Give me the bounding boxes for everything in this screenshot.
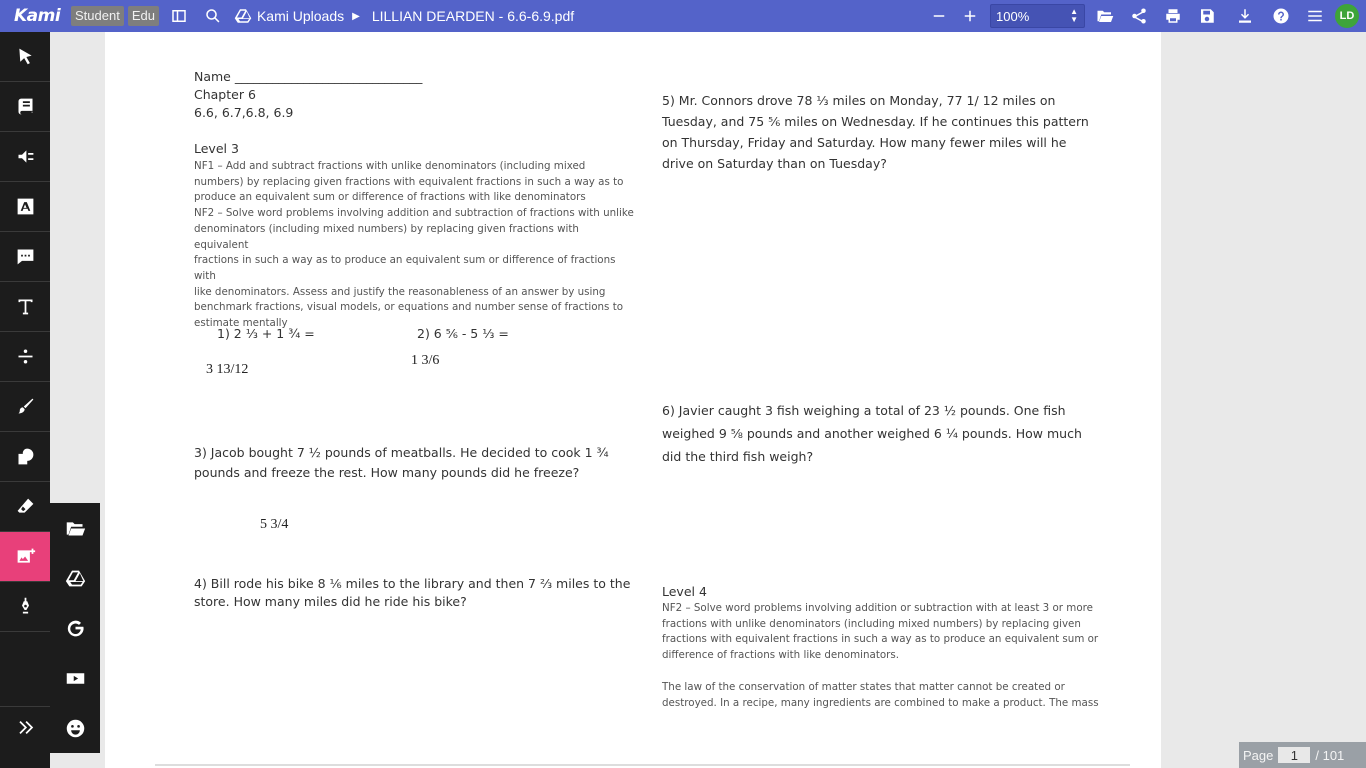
question-3 — [194, 443, 609, 483]
eraser-tool-button[interactable] — [0, 482, 50, 532]
question-1: 1) 2 ⅓ + 1 ¾ = — [217, 326, 315, 341]
expand-sidebar-button[interactable] — [0, 706, 50, 748]
page-total: / 101 — [1315, 747, 1345, 763]
chapter-title: Chapter 6 — [194, 87, 256, 102]
file-name[interactable]: LILLIAN DEARDEN - 6.6-6.9.pdf — [371, 8, 575, 24]
print-icon[interactable] — [1159, 0, 1187, 32]
cursor-icon — [15, 46, 36, 67]
text-tool-button[interactable] — [0, 282, 50, 332]
insert-from-file-button[interactable] — [50, 503, 100, 553]
save-icon[interactable] — [1193, 0, 1221, 32]
standards-line: estimate mentally — [194, 317, 288, 330]
eraser-icon — [15, 496, 36, 517]
zoom-select[interactable] — [990, 4, 1085, 28]
standards-line: like denominators. Assess and justify the reasonableness of an answer by using — [194, 285, 606, 298]
breadcrumb-folder[interactable]: Kami Uploads — [256, 8, 345, 24]
insert-emoji-button[interactable] — [50, 703, 100, 753]
header-block — [194, 68, 422, 122]
standards-block — [194, 159, 634, 332]
open-folder-icon[interactable] — [1091, 0, 1119, 32]
standards-line: produce an equivalent sum or difference of fractions with like denominators — [194, 191, 586, 204]
question-line: drive on Saturday than on Tuesday? — [662, 156, 887, 171]
download-icon[interactable] — [1231, 0, 1259, 32]
smiley-icon — [65, 718, 86, 739]
dictionary-tool-button[interactable] — [0, 82, 50, 132]
select-tool-button[interactable] — [0, 32, 50, 82]
question-line: 5) Mr. Connors drove 78 ⅓ miles on Monday, 77 1/ 12 miles on — [662, 93, 1056, 108]
question-4 — [194, 575, 630, 611]
sidebar-toggle-icon[interactable] — [165, 0, 193, 32]
shapes-tool-button[interactable] — [0, 432, 50, 482]
standards-line: fractions in such a way as to produce an equivalent sum or difference of fractions with — [194, 254, 616, 282]
standards-line: difference of fractions with like denominators. — [662, 649, 900, 662]
standards-line: denominators (including mixed numbers) by replacing given fractions with equivalent — [194, 222, 579, 251]
double-chevron-right-icon — [15, 717, 36, 738]
conservation-paragraph — [662, 680, 1102, 711]
question-line: 6) Javier caught 3 fish weighing a total of 23 ½ pounds. One fish — [662, 403, 1066, 418]
google-drive-icon — [229, 0, 257, 32]
pdf-page[interactable] — [105, 32, 1161, 768]
level4-heading: Level 4 — [662, 584, 707, 599]
tool-sidebar — [0, 32, 50, 768]
question-line: Tuesday, and 75 ⅚ miles on Wednesday. If he continues this pattern — [662, 114, 1089, 129]
question-line: weighed 9 ⅝ pounds and another weighed 6 ¼ pounds. How much — [662, 426, 1082, 441]
shapes-icon — [15, 446, 36, 467]
standards-line: numbers) by replacing given fractions with equivalent fractions in such a way as to — [194, 175, 624, 188]
question-line: 4) Bill rode his bike 8 ⅙ miles to the library and then 7 ⅔ miles to the — [194, 576, 631, 591]
drawing-tool-button[interactable] — [0, 382, 50, 432]
standards-line: NF2 – Solve word problems involving addition or subtraction with at least 3 or more — [662, 602, 1093, 614]
divide-icon — [15, 346, 36, 367]
text-icon — [15, 296, 36, 317]
folder-open-icon — [65, 518, 86, 539]
pen-nib-icon — [15, 596, 36, 617]
page-number-input[interactable]: 1 — [1278, 747, 1310, 763]
google-icon — [65, 618, 86, 639]
caret-right-icon: ▶ — [352, 10, 360, 22]
question-6 — [662, 399, 1082, 468]
search-icon[interactable] — [199, 0, 227, 32]
add-media-button[interactable] — [0, 532, 50, 582]
paragraph-line: The law of the conservation of matter states that matter cannot be created or — [662, 681, 1065, 693]
signature-tool-button[interactable] — [0, 582, 50, 632]
page-label: Page — [1243, 747, 1274, 763]
book-icon — [15, 96, 36, 117]
media-flyout — [50, 503, 100, 753]
page-divider — [155, 764, 1130, 766]
text-to-speech-button[interactable] — [0, 132, 50, 182]
level3-heading: Level 3 — [194, 141, 239, 156]
equation-tool-button[interactable] — [0, 332, 50, 382]
comment-tool-button[interactable] — [0, 232, 50, 282]
brush-icon — [15, 396, 36, 417]
sections-label: 6.6, 6.7,6.8, 6.9 — [194, 105, 294, 120]
insert-from-drive-button[interactable] — [50, 553, 100, 603]
question-5 — [662, 90, 1089, 174]
student-tag: Student — [71, 6, 124, 26]
menu-icon[interactable] — [1301, 0, 1329, 32]
standards-line: NF1 – Add and subtract fractions with unlike denominators (including mixed — [194, 160, 586, 172]
user-avatar[interactable]: LD — [1335, 4, 1359, 28]
insert-from-google-button[interactable] — [50, 603, 100, 653]
zoom-value: 100% — [996, 8, 1030, 24]
question-line: store. How many miles did he ride his bike? — [194, 594, 467, 609]
youtube-icon — [65, 668, 86, 689]
breadcrumb — [257, 8, 574, 24]
google-drive-icon — [65, 568, 86, 589]
level4-standards — [662, 601, 1102, 664]
standards-line: fractions with equivalent fractions in such a way as to produce an equivalent sum or — [662, 633, 1099, 646]
comment-icon — [15, 246, 36, 267]
edu-tag: Edu — [128, 6, 159, 26]
question-line: on Thursday, Friday and Saturday. How many fewer miles will he — [662, 135, 1067, 150]
share-icon[interactable] — [1125, 0, 1153, 32]
question-line: did the third fish weigh? — [662, 449, 814, 464]
answer-3[interactable]: 5 3/4 — [260, 517, 289, 532]
kami-logo[interactable]: Kami — [14, 6, 61, 26]
answer-2[interactable]: 1 3/6 — [411, 353, 440, 368]
question-line: pounds and freeze the rest. How many pounds did he freeze? — [194, 465, 580, 480]
select-arrows-icon: ▲ ▼ — [1070, 7, 1078, 24]
standards-line: NF2 – Solve word problems involving addition and subtraction of fractions with unlike — [194, 207, 634, 220]
markup-tool-button[interactable] — [0, 182, 50, 232]
standards-line: benchmark fractions, visual models, or equations and number sense of fractions to — [194, 301, 624, 314]
page-indicator — [1239, 742, 1366, 768]
standards-line: fractions with unlike denominators (including mixed numbers) by replacing given — [662, 617, 1081, 630]
text-markup-icon — [15, 196, 36, 217]
insert-video-button[interactable] — [50, 653, 100, 703]
name-line: Name ______________________________ — [194, 69, 423, 84]
speech-icon — [15, 146, 36, 167]
help-icon[interactable] — [1267, 0, 1295, 32]
paragraph-line: destroyed. In a recipe, many ingredients are combined to make a product. The mass — [662, 696, 1099, 709]
question-line: 3) Jacob bought 7 ½ pounds of meatballs. He decided to cook 1 ¾ — [194, 445, 609, 460]
top-toolbar — [0, 0, 1366, 32]
question-2: 2) 6 ⅚ - 5 ⅓ = — [417, 326, 509, 341]
answer-1[interactable]: 3 13/12 — [206, 362, 249, 377]
image-add-icon — [15, 546, 36, 567]
zoom-out-icon[interactable] — [925, 0, 953, 32]
zoom-in-icon[interactable] — [956, 0, 984, 32]
